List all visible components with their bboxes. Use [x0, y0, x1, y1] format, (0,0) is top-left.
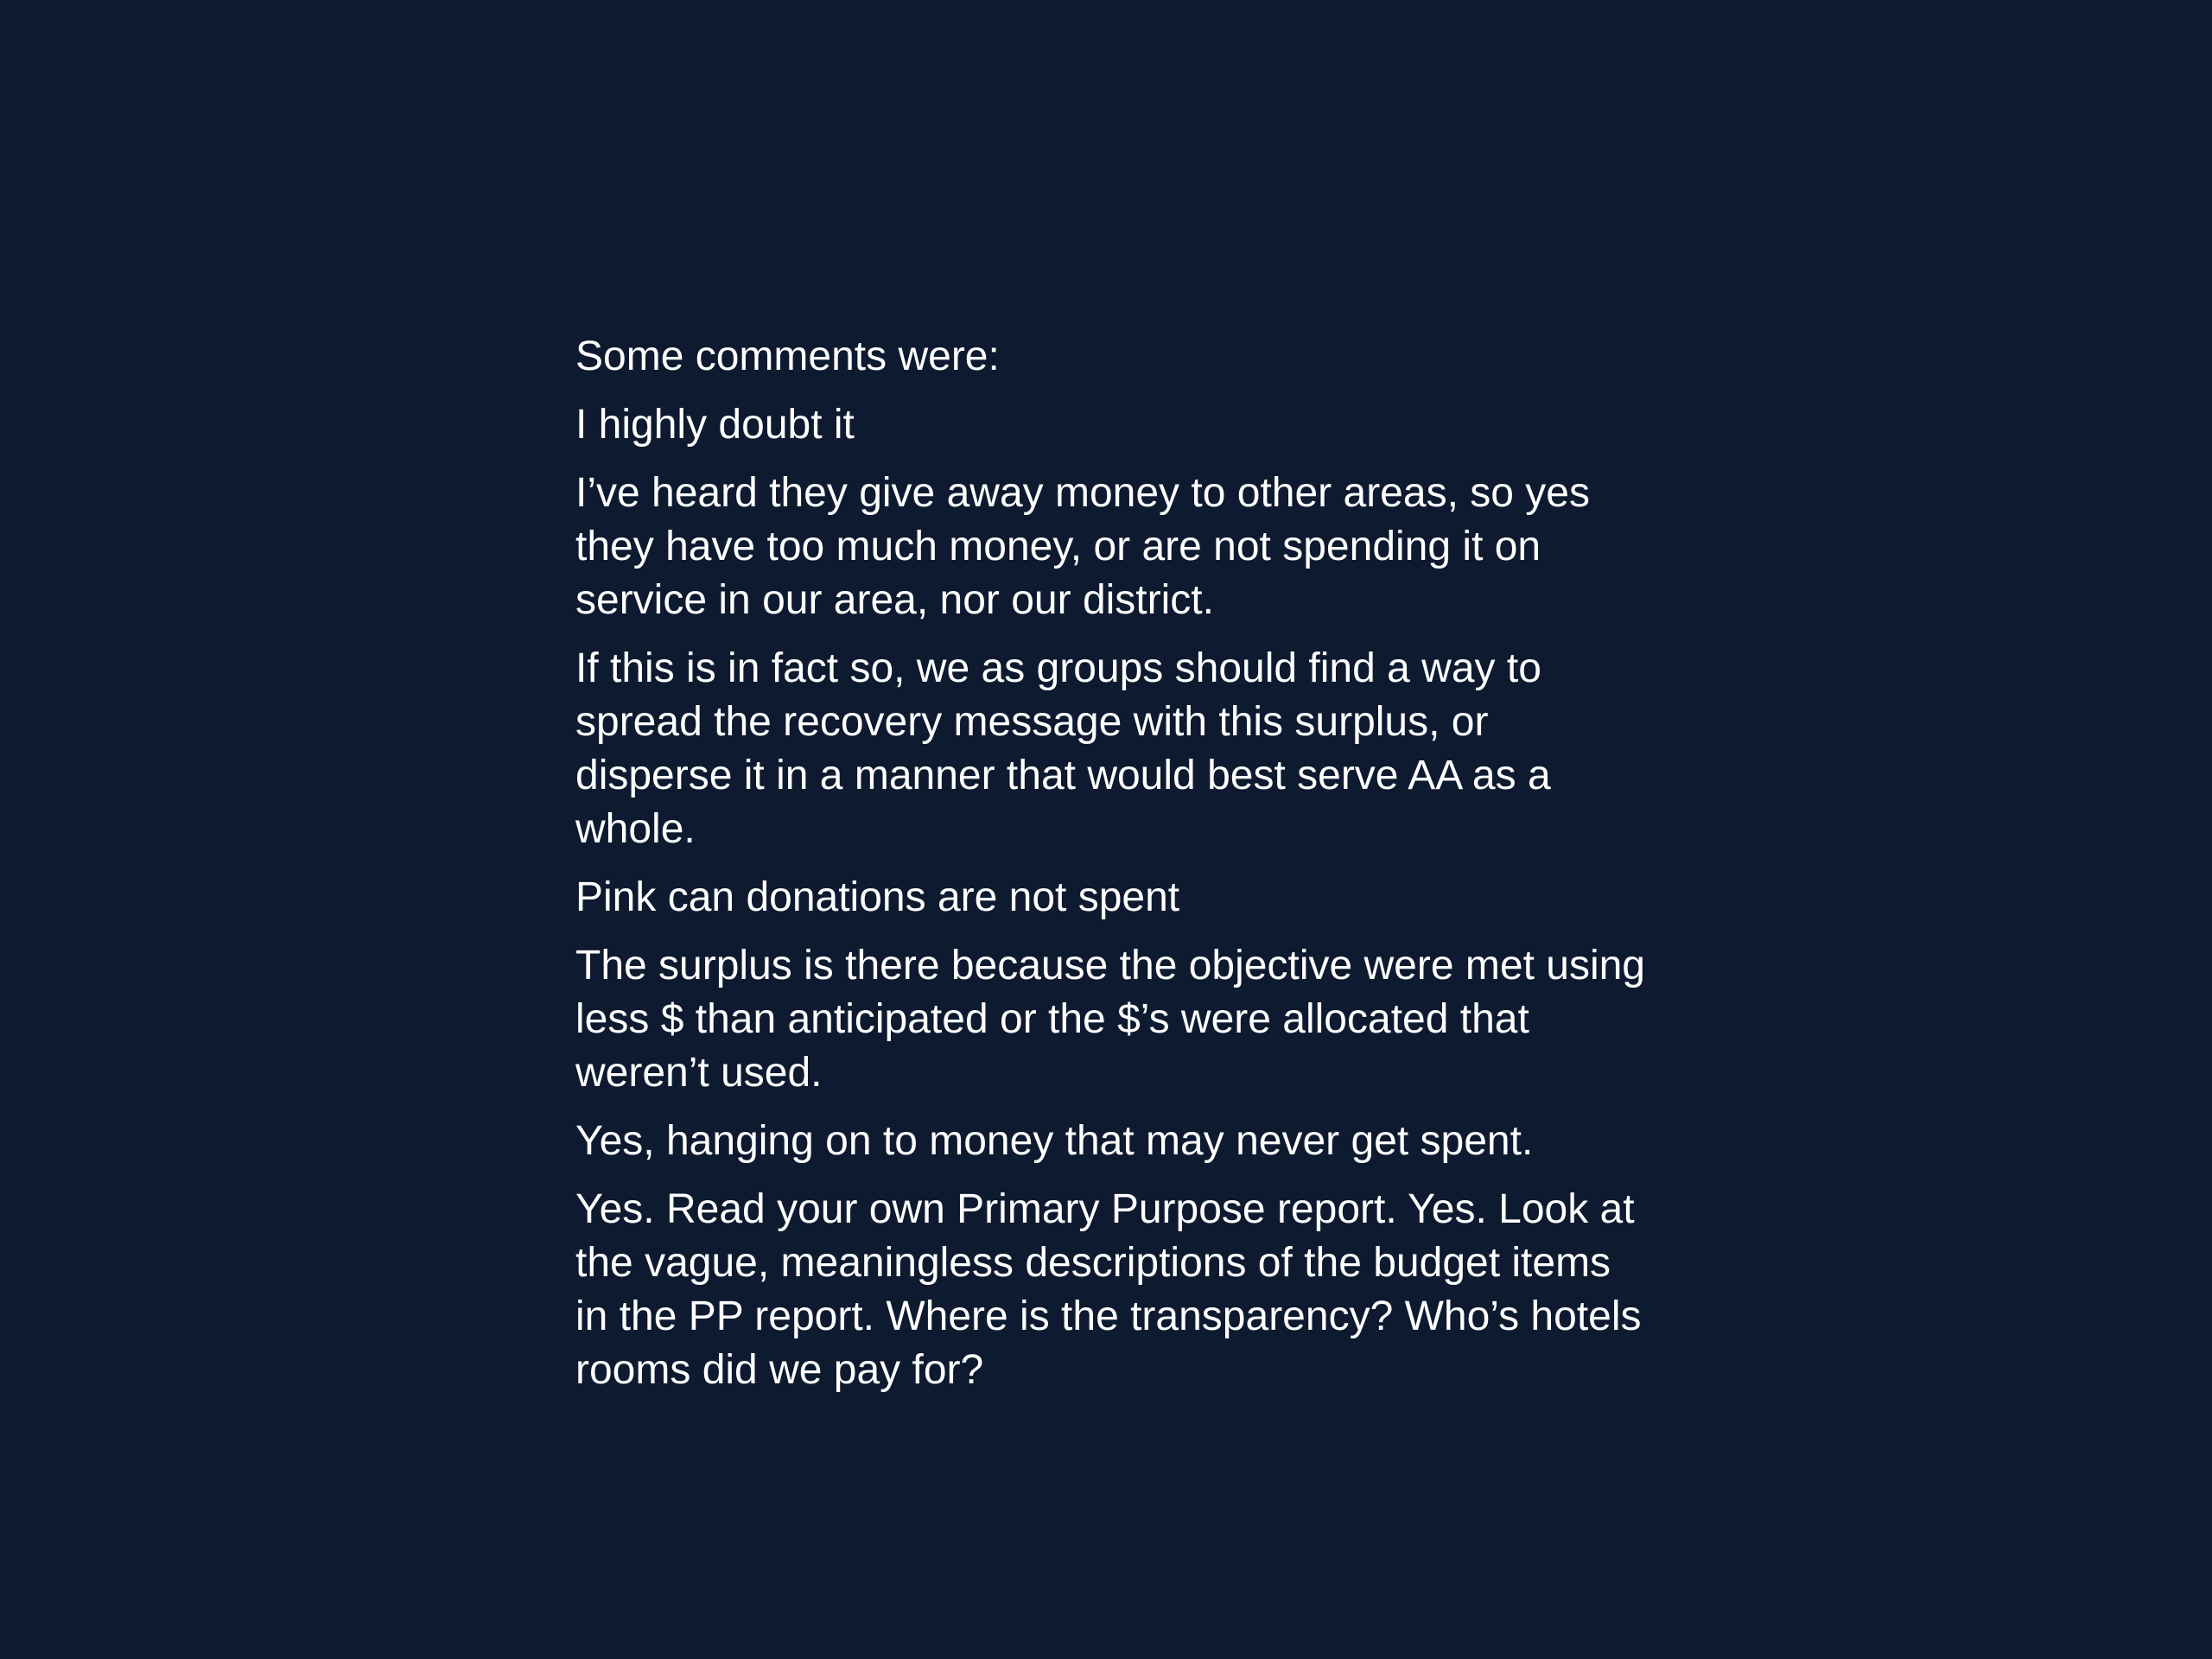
comment-paragraph: The surplus is there because the objective were met using less $ than anticipated or the $’s were allocated that weren’t used. [575, 943, 1645, 1096]
comment-paragraph: I’ve heard they give away money to other areas, so yes they have too much money, or are not spending it on service in our area, nor our district. [575, 470, 1590, 623]
comment-paragraph: Pink can donations are not spent [575, 874, 1180, 920]
comments-intro: Some comments were: [575, 334, 1000, 379]
comment-paragraph: Yes. Read your own Primary Purpose report. Yes. Look at the vague, meaningless descriptions of the budget items in the PP report. Where is the transparency? Who’s hotels rooms did we pay for? [575, 1186, 1642, 1393]
comments-text-block [575, 330, 1647, 1412]
comment-paragraph: If this is in fact so, we as groups should find a way to spread the recovery message with this surplus, or disperse it in a manner that would best serve AA as a whole. [575, 645, 1551, 852]
comment-paragraph: Yes, hanging on to money that may never get spent. [575, 1118, 1534, 1164]
comment-paragraph: I highly doubt it [575, 402, 855, 448]
